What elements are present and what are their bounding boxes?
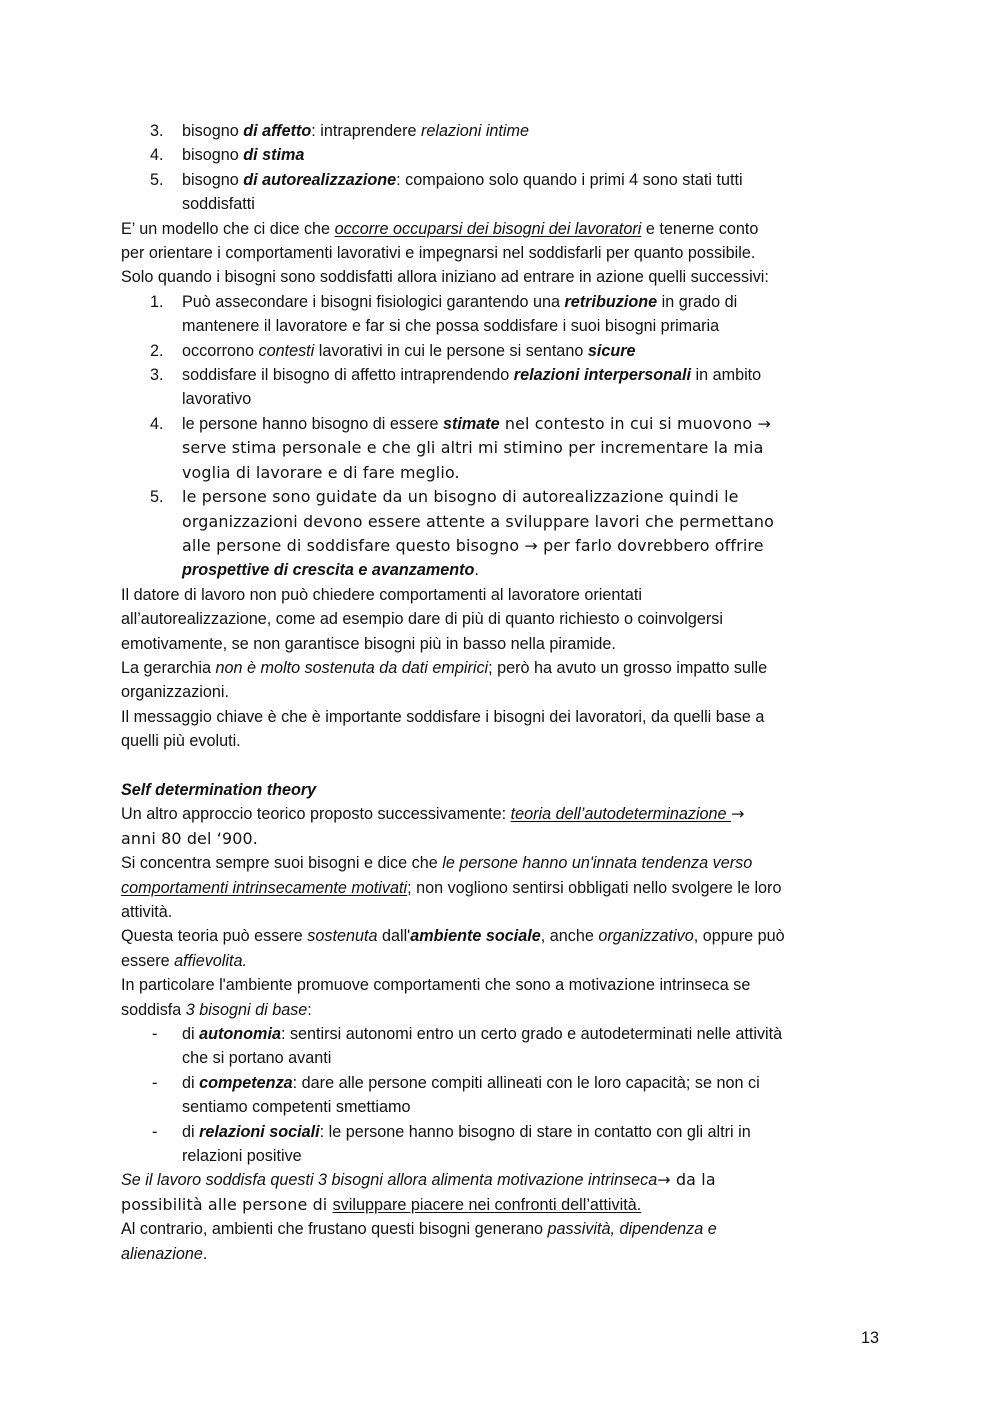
- page-number: 13: [860, 1329, 879, 1347]
- list-item: 1. Può assecondare i bisogni fisiologici garantendo una retribuzione in grado di: [121, 290, 881, 314]
- list-dash: -: [152, 1073, 158, 1092]
- paragraph-line: Se il lavoro soddisfa questi 3 bisogni allora alimenta motivazione intrinseca→ da la: [121, 1170, 716, 1190]
- list-item-continuation: organizzazioni devono essere attente a sviluppare lavori che permettano: [182, 511, 775, 531]
- paragraph-line: possibilità alle persone di sviluppare piacere nei confronti dell’attività.: [121, 1194, 642, 1214]
- paragraph-line: essere affievolita.: [121, 951, 247, 970]
- list-item-continuation: sentiamo competenti smettiamo: [182, 1098, 411, 1117]
- paragraph-line: In particolare l'ambiente promuove comportamenti che sono a motivazione intrinseca se: [121, 976, 751, 995]
- list-dash: -: [152, 1122, 158, 1141]
- paragraph-line: attività.: [121, 902, 173, 921]
- list-item: - di autonomia: sentirsi autonomi entro un certo grado e autodeterminati nelle attività: [121, 1022, 881, 1046]
- paragraph-line: alienazione.: [121, 1244, 208, 1263]
- blank-line: [121, 754, 881, 778]
- list-item-continuation: mantenere il lavoratore e far si che possa soddisfare i suoi bisogni primaria: [182, 317, 720, 336]
- list-item: 4. le persone hanno bisogno di essere stimate nel contesto in cui si muovono →: [121, 412, 881, 436]
- list-item: 3. bisogno di affetto: intraprendere relazioni intime: [121, 119, 881, 143]
- list-item: 3. soddisfare il bisogno di affetto intraprendendo relazioni interpersonali in ambito: [121, 363, 881, 387]
- list-item: 2. occorrono contesti lavorativi in cui le persone si sentano sicure: [121, 339, 881, 363]
- paragraph-line: anni 80 del ‘900.: [121, 828, 258, 848]
- paragraph-line: per orientare i comportamenti lavorativi e impegnarsi nel soddisfarli per quanto possibile.: [121, 244, 756, 263]
- list-item: - di competenza: dare alle persone compiti allineati con le loro capacità; se non ci: [121, 1071, 881, 1095]
- list-item: 5. le persone sono guidate da un bisogno di autorealizzazione quindi le: [121, 485, 881, 509]
- paragraph-line: Il messaggio chiave è che è importante soddisfare i bisogni dei lavoratori, da quelli base a: [121, 707, 765, 726]
- paragraph-line: emotivamente, se non garantisce bisogni più in basso nella piramide.: [121, 634, 616, 653]
- list-number: 2.: [150, 341, 164, 360]
- paragraph-line: all’autorealizzazione, come ad esempio dare di più di quanto richiesto o coinvolgersi: [121, 610, 723, 629]
- list-item-continuation: alle persone di soddisfare questo bisogno → per farlo dovrebbero offrire: [182, 535, 764, 555]
- section-heading: Self determination theory: [121, 780, 317, 799]
- paragraph-line: Il datore di lavoro non può chiedere comportamenti al lavoratore orientati: [121, 585, 642, 604]
- list-number: 5.: [150, 170, 164, 189]
- list-number: 5.: [150, 488, 164, 507]
- list-number: 3.: [150, 366, 164, 385]
- paragraph-line: comportamenti intrinsecamente motivati; non vogliono sentirsi obbligati nello svolgere le loro: [121, 878, 782, 897]
- list-item-continuation: prospettive di crescita e avanzamento.: [182, 561, 479, 580]
- paragraph-line: Solo quando i bisogni sono soddisfatti allora iniziano ad entrare in azione quelli successivi:: [121, 268, 769, 287]
- paragraph-line: soddisfa 3 bisogni di base:: [121, 1000, 312, 1019]
- list-number: 4.: [150, 146, 164, 165]
- list-item-continuation: relazioni positive: [182, 1147, 302, 1166]
- list-item-continuation: che si portano avanti: [182, 1049, 332, 1068]
- list-number: 1.: [150, 292, 164, 311]
- list-item-continuation: lavorativo: [182, 390, 252, 409]
- list-item-continuation: voglia di lavorare e di fare meglio.: [182, 462, 460, 482]
- paragraph-line: Questa teoria può essere sostenuta dall'ambiente sociale, anche organizzativo, oppure può: [121, 927, 785, 946]
- list-dash: -: [152, 1025, 158, 1044]
- paragraph-line: E’ un modello che ci dice che occorre occuparsi dei bisogni dei lavoratori e tenerne conto: [121, 219, 759, 238]
- paragraph-line: organizzazioni.: [121, 683, 229, 702]
- list-item: - di relazioni sociali: le persone hanno bisogno di stare in contatto con gli altri in: [121, 1120, 881, 1144]
- document-page: [121, 119, 881, 1266]
- list-item: 5. bisogno di autorealizzazione: compaiono solo quando i primi 4 sono stati tutti: [121, 168, 881, 192]
- paragraph-line: La gerarchia non è molto sostenuta da dati empirici; però ha avuto un grosso impatto sulle: [121, 658, 768, 677]
- list-item-continuation: soddisfatti: [182, 195, 255, 214]
- paragraph-line: Al contrario, ambienti che frustano questi bisogni generano passività, dipendenza e: [121, 1220, 717, 1239]
- list-item-continuation: serve stima personale e che gli altri mi stimino per incrementare la mia: [182, 438, 764, 458]
- paragraph-line: Si concentra sempre suoi bisogni e dice che le persone hanno un'innata tendenza verso: [121, 854, 753, 873]
- paragraph-line: quelli più evoluti.: [121, 732, 241, 751]
- paragraph-line: Un altro approccio teorico proposto successivamente: teoria dell’autodeterminazione →: [121, 804, 745, 824]
- list-number: 3.: [150, 122, 164, 140]
- list-number: 4.: [150, 414, 164, 433]
- list-item: 4. bisogno di stima: [121, 143, 881, 167]
